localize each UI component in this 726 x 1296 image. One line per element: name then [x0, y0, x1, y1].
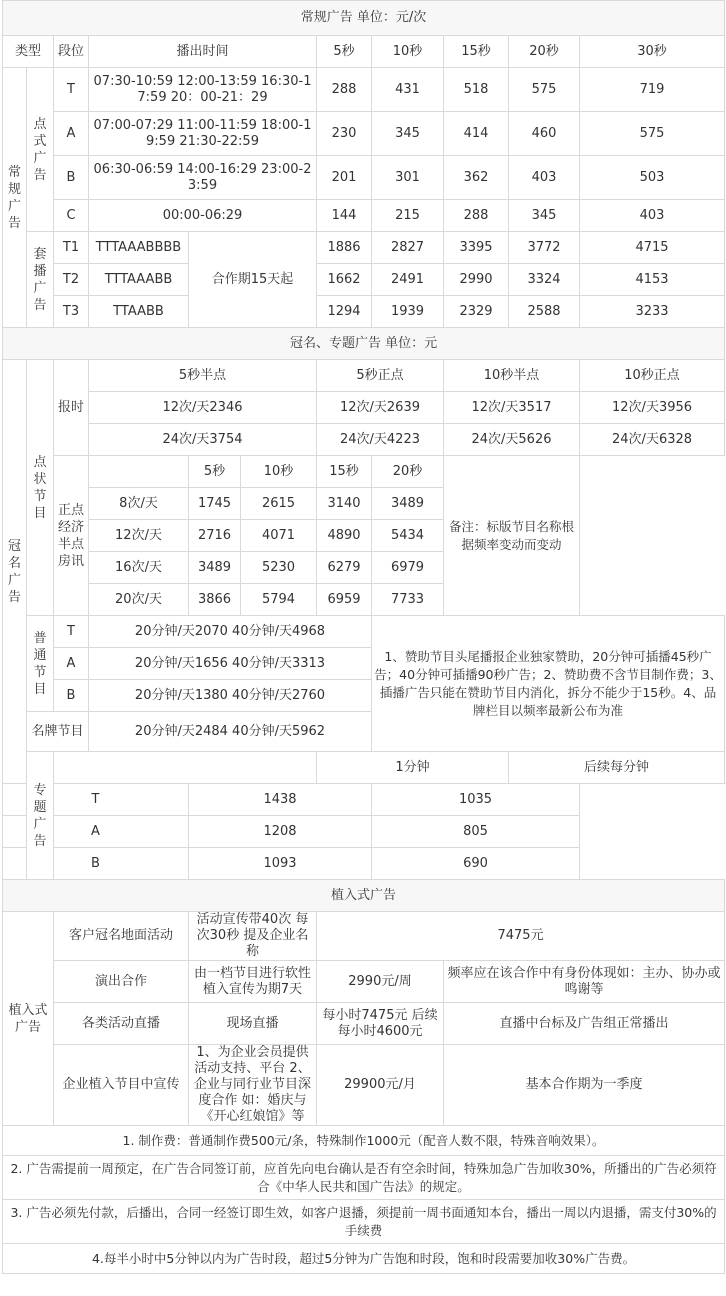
news-freq: 8次/天 [89, 488, 189, 520]
embedded-note: 基本合作期为一季度 [444, 1045, 725, 1126]
embedded-name: 各类活动直播 [54, 1003, 189, 1045]
news-freq: 20次/天 [89, 584, 189, 616]
embedded-price: 7475元 [317, 912, 725, 961]
price-cell: 460 [509, 112, 580, 156]
price-cell: 518 [444, 68, 509, 112]
special-seg: T [3, 784, 189, 816]
embedded-price: 每小时7475元 后续每小时4600元 [317, 1003, 444, 1045]
price-cell: 2588 [509, 296, 580, 328]
embedded-name: 客户冠名地面活动 [54, 912, 189, 961]
price-cell: 7733 [372, 584, 444, 616]
price-cell: 1208 [189, 816, 372, 848]
header-5s: 5秒 [317, 36, 372, 68]
header-15s: 15秒 [444, 36, 509, 68]
price-cell: 431 [372, 68, 444, 112]
time-report-header: 10秒半点 [444, 360, 580, 392]
normal-seg: A [54, 648, 89, 680]
spot-seg: A [54, 112, 89, 156]
time-report-cell: 12次/天2346 [89, 392, 317, 424]
price-cell: 1662 [317, 264, 372, 296]
package-seg: T3 [54, 296, 89, 328]
news-header-blank [89, 456, 189, 488]
price-cell: 230 [317, 112, 372, 156]
price-cell: 4071 [241, 520, 317, 552]
news-header: 15秒 [317, 456, 372, 488]
price-cell: 805 [372, 816, 580, 848]
price-cell: 3395 [444, 232, 509, 264]
price-cell: 3140 [317, 488, 372, 520]
normal-program-label: 普通节目 [27, 616, 54, 712]
package-period: 合作期15天起 [189, 232, 317, 328]
time-report-header: 5秒正点 [317, 360, 444, 392]
spot-seg: T [54, 68, 89, 112]
price-cell: 403 [509, 156, 580, 200]
news-freq: 16次/天 [89, 552, 189, 584]
header-30s: 30秒 [580, 36, 725, 68]
embedded-name: 演出合作 [54, 961, 189, 1003]
header-20s: 20秒 [509, 36, 580, 68]
news-header: 20秒 [372, 456, 444, 488]
news-note: 备注：标版节目名称根据频率变动而变动 [444, 456, 580, 616]
time-report-label: 报时 [54, 360, 89, 456]
package-combo: TTTAAABBBB [89, 232, 189, 264]
price-cell: 2329 [444, 296, 509, 328]
price-cell: 2491 [372, 264, 444, 296]
footnote: 1. 制作费：普通制作费500元/条，特殊制作1000元（配音人数不限，特殊音响效果）。 [3, 1126, 725, 1156]
price-cell: 1294 [317, 296, 372, 328]
price-cell: 215 [372, 200, 444, 232]
price-cell: 288 [444, 200, 509, 232]
embedded-price: 29900元/月 [317, 1045, 444, 1126]
normal-price: 20分钟/天1656 40分钟/天3313 [89, 648, 372, 680]
price-cell: 575 [509, 68, 580, 112]
price-cell: 301 [372, 156, 444, 200]
special-header-blank [54, 752, 317, 784]
special-seg: B [3, 848, 189, 880]
price-cell: 1939 [372, 296, 444, 328]
special-label: 专题广告 [27, 752, 54, 880]
news-header: 10秒 [241, 456, 317, 488]
special-header: 后续每分钟 [509, 752, 725, 784]
footnote: 3. 广告必须先付款，后播出，合同一经签订即生效，如客户退播，须提前一周书面通知本台，播出一周以内退播，需支付30%的手续费 [3, 1200, 725, 1244]
news-header: 5秒 [189, 456, 241, 488]
time-report-cell: 24次/天3754 [89, 424, 317, 456]
embedded-price: 2990元/周 [317, 961, 444, 1003]
price-cell: 1093 [189, 848, 372, 880]
price-cell: 575 [580, 112, 725, 156]
time-report-cell: 24次/天5626 [444, 424, 580, 456]
normal-price: 20分钟/天2070 40分钟/天4968 [89, 616, 372, 648]
time-report-cell: 24次/天4223 [317, 424, 444, 456]
price-cell: 345 [372, 112, 444, 156]
embedded-note: 频率应在该合作中有身份体现如：主办、协办或鸣谢等 [444, 961, 725, 1003]
price-cell: 4715 [580, 232, 725, 264]
price-cell: 6279 [317, 552, 372, 584]
price-cell: 403 [580, 200, 725, 232]
embedded-note: 直播中台标及广告组正常播出 [444, 1003, 725, 1045]
price-cell: 3324 [509, 264, 580, 296]
header-type: 类型 [3, 36, 54, 68]
price-cell: 690 [372, 848, 580, 880]
spot-time: 07:00-07:29 11:00-11:59 18:00-19:59 21:30-22:59 [89, 112, 317, 156]
spot-label: 点式广告 [27, 68, 54, 232]
price-cell: 2827 [372, 232, 444, 264]
sponsor-title: 冠名、专题广告 单位：元 [3, 328, 725, 360]
price-cell: 3772 [509, 232, 580, 264]
price-cell: 503 [580, 156, 725, 200]
spot-time: 00:00-06:29 [89, 200, 317, 232]
price-cell: 3489 [372, 488, 444, 520]
brand-price: 20分钟/天2484 40分钟/天5962 [89, 712, 372, 752]
price-cell: 362 [444, 156, 509, 200]
package-label: 套播广告 [27, 232, 54, 328]
special-seg: A [3, 816, 189, 848]
point-program-label: 点状节目 [27, 360, 54, 616]
time-report-cell: 12次/天3517 [444, 392, 580, 424]
price-cell: 3489 [189, 552, 241, 584]
normal-price: 20分钟/天1380 40分钟/天2760 [89, 680, 372, 712]
price-cell: 6959 [317, 584, 372, 616]
price-cell: 414 [444, 112, 509, 156]
time-report-header: 10秒正点 [580, 360, 725, 392]
price-cell: 1886 [317, 232, 372, 264]
header-10s: 10秒 [372, 36, 444, 68]
price-cell: 5230 [241, 552, 317, 584]
embedded-label: 植入式广告 [3, 912, 54, 1126]
embedded-desc: 1、为企业会员提供活动支持、平台 2、企业与同行业节目深度合作 如：婚庆与《开心红娘馆》等 [189, 1045, 317, 1126]
price-cell: 2716 [189, 520, 241, 552]
package-combo: TTTAAABB [89, 264, 189, 296]
brand-program-label: 名牌节目 [27, 712, 89, 752]
embedded-desc: 由一档节目进行软性植入宣传为期7天 [189, 961, 317, 1003]
spot-seg: B [54, 156, 89, 200]
spot-seg: C [54, 200, 89, 232]
price-cell: 1745 [189, 488, 241, 520]
embedded-title: 植入式广告 [3, 880, 725, 912]
sponsor-label: 冠名广告 [3, 360, 27, 784]
header-segment: 段位 [54, 36, 89, 68]
price-cell: 3866 [189, 584, 241, 616]
regular-type-label: 常规广告 [3, 68, 27, 328]
spot-time: 06:30-06:59 14:00-16:29 23:00-23:59 [89, 156, 317, 200]
header-time: 播出时间 [89, 36, 317, 68]
price-cell: 5794 [241, 584, 317, 616]
rate-card-table [2, 0, 725, 1274]
normal-seg: B [54, 680, 89, 712]
price-cell: 201 [317, 156, 372, 200]
price-cell: 3233 [580, 296, 725, 328]
normal-note: 1、赞助节目头尾播报企业独家赞助，20分钟可插播45秒广告；40分钟可插播90秒广告；2、赞助费不含节目制作费；3、插播广告只能在赞助节目内消化，拆分不能少于15秒。4、品牌栏目以频率最新公布为准 [372, 616, 725, 752]
price-cell: 2615 [241, 488, 317, 520]
package-seg: T2 [54, 264, 89, 296]
footnote: 4.每半小时中5分钟以内为广告时段，超过5分钟为广告饱和时段，饱和时段需要加收30%广告费。 [3, 1244, 725, 1274]
normal-seg: T [54, 616, 89, 648]
package-seg: T1 [54, 232, 89, 264]
footnote: 2. 广告需提前一周预定，在广告合同签订前，应首先向电台确认是否有空余时间，特殊加急广告加收30%，所播出的广告必须符合《中华人民共和国广告法》的规定。 [3, 1156, 725, 1200]
price-cell: 4153 [580, 264, 725, 296]
time-report-cell: 24次/天6328 [580, 424, 725, 456]
special-header: 1分钟 [317, 752, 509, 784]
embedded-desc: 活动宣传带40次 每次30秒 提及企业名称 [189, 912, 317, 961]
price-cell: 144 [317, 200, 372, 232]
news-label: 正点经济半点房讯 [54, 456, 89, 616]
time-report-cell: 12次/天3956 [580, 392, 725, 424]
price-cell: 719 [580, 68, 725, 112]
price-cell: 2990 [444, 264, 509, 296]
price-cell: 1438 [189, 784, 372, 816]
news-freq: 12次/天 [89, 520, 189, 552]
time-report-header: 5秒半点 [89, 360, 317, 392]
embedded-name: 企业植入节目中宣传 [54, 1045, 189, 1126]
price-cell: 345 [509, 200, 580, 232]
spot-time: 07:30-10:59 12:00-13:59 16:30-17:59 20：00-21：29 [89, 68, 317, 112]
regular-title: 常规广告 单位：元/次 [3, 1, 725, 36]
package-combo: TTAABB [89, 296, 189, 328]
price-cell: 1035 [372, 784, 580, 816]
price-cell: 4890 [317, 520, 372, 552]
price-cell: 6979 [372, 552, 444, 584]
embedded-desc: 现场直播 [189, 1003, 317, 1045]
price-cell: 288 [317, 68, 372, 112]
price-cell: 5434 [372, 520, 444, 552]
time-report-cell: 12次/天2639 [317, 392, 444, 424]
